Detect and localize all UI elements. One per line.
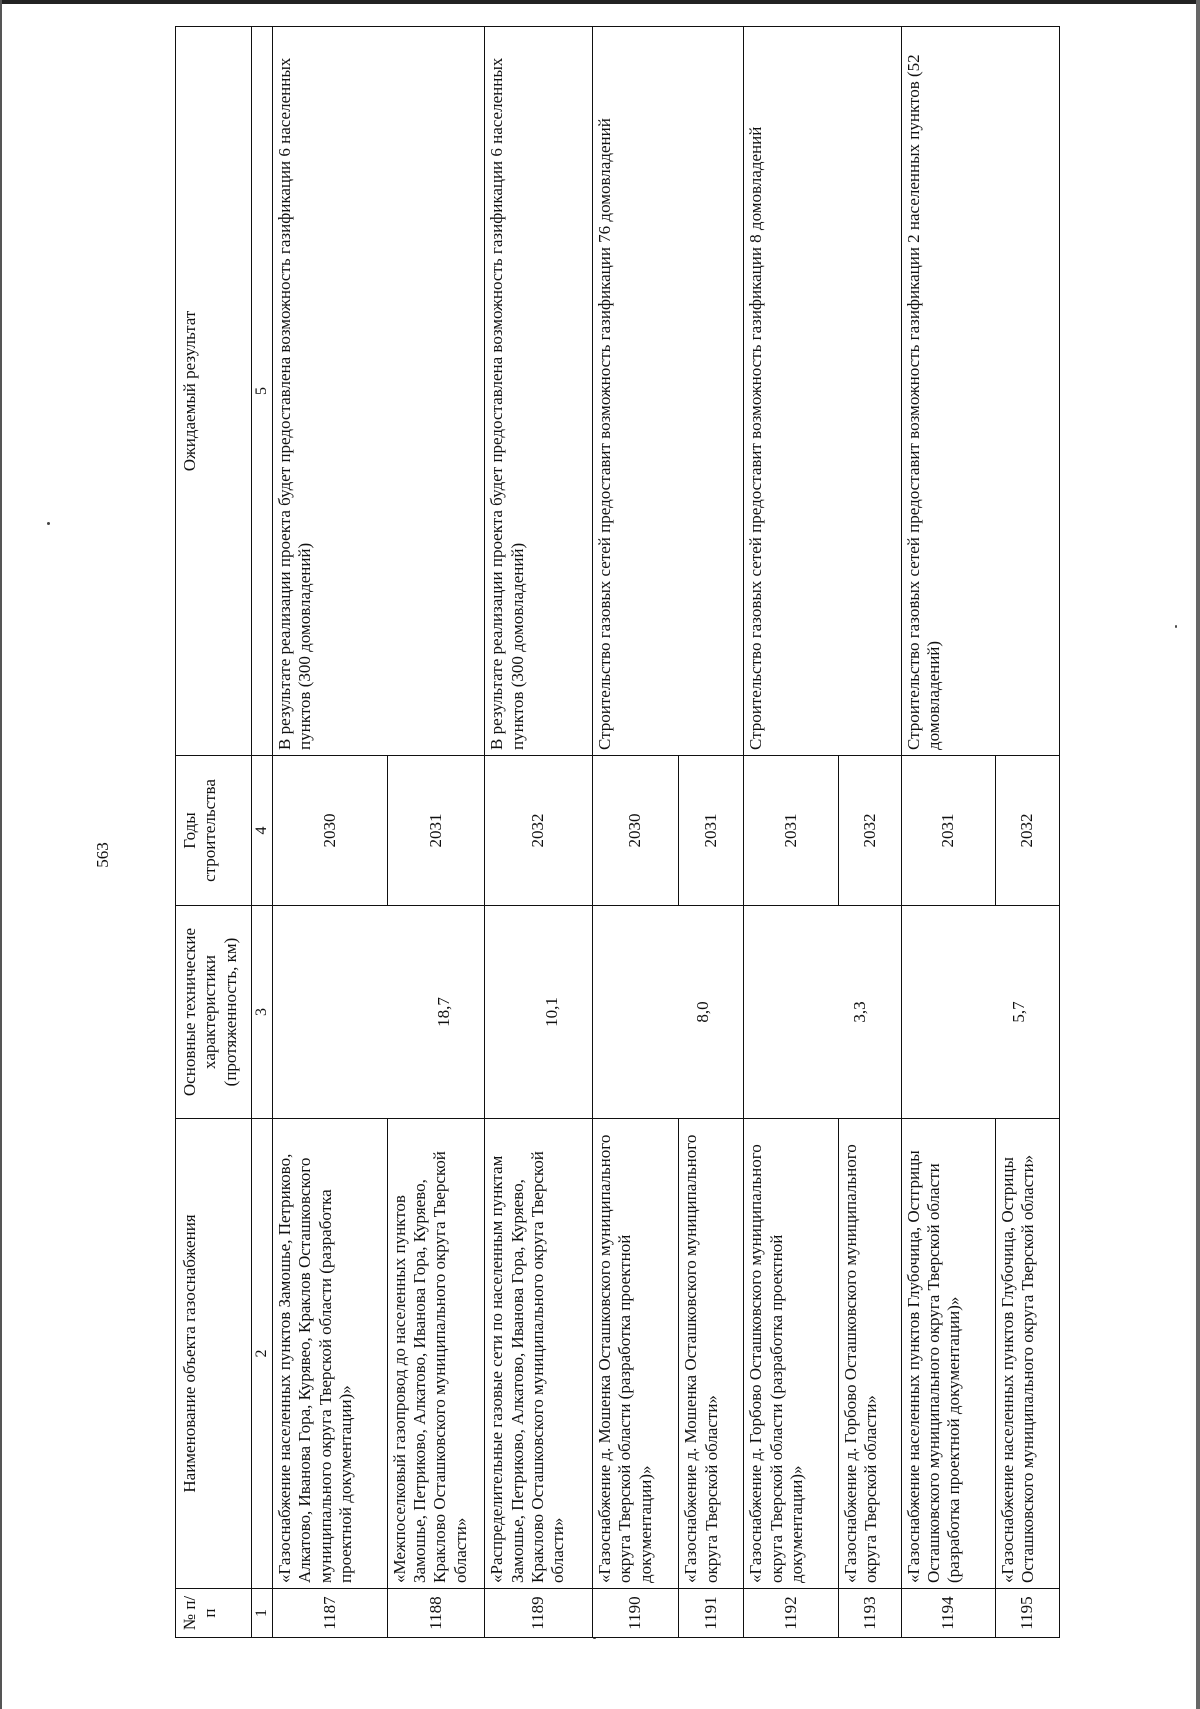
row-number: 1187 [273, 1589, 388, 1638]
rotated-table-frame [175, 27, 1060, 1638]
scan-edge-left [0, 0, 2, 1709]
construction-year: 2030 [592, 756, 678, 906]
object-length: 8,0 [592, 906, 744, 1119]
column-index-5: 5 [252, 27, 273, 756]
row-number: 1193 [838, 1589, 901, 1638]
table-row [273, 27, 388, 1638]
header-specs: Основные технические характеристики (протяженность, км) [176, 906, 252, 1119]
header-num: № п/п [176, 1589, 252, 1638]
table-row [592, 27, 678, 1638]
row-number: 1189 [485, 1589, 593, 1638]
scan-edge-right [1196, 0, 1200, 1709]
object-name: «Газоснабжение д. Мошенка Осташковского муниципального округа Тверской области (разработка проектной документации)» [592, 1119, 678, 1589]
scan-edge-top [0, 0, 1200, 4]
object-length: 10,1 [485, 906, 593, 1119]
gas-supply-table [175, 26, 1060, 1638]
expected-result: В результате реализации проекта будет предоставлена возможность газификации 6 населенных пунктов (300 домовладений) [273, 27, 485, 756]
row-number: 1188 [387, 1589, 485, 1638]
object-name: «Газоснабжение д. Мошенка Осташковского муниципального округа Тверской области» [679, 1119, 744, 1589]
construction-year: 2031 [901, 756, 995, 906]
construction-year: 2031 [744, 756, 838, 906]
table-row [485, 27, 593, 1638]
header-name: Наименование объекта газоснабжения [176, 1119, 252, 1589]
header-years: Годы строительства [176, 756, 252, 906]
row-number: 1195 [995, 1589, 1059, 1638]
column-index-row [252, 27, 273, 1638]
construction-year: 2032 [995, 756, 1059, 906]
construction-year: 2030 [273, 756, 388, 906]
column-index-1: 1 [252, 1589, 273, 1638]
column-index-2: 2 [252, 1119, 273, 1589]
object-name: «Газоснабжение населенных пунктов Глубочица, Остгрицы Осташковского муниципального округа Тверской области (разработка проектной документации)» [901, 1119, 995, 1589]
row-number: 1191 [679, 1589, 744, 1638]
expected-result: Строительство газовых сетей предоставит возможность газификации 76 домовладений [592, 27, 744, 756]
column-index-4: 4 [252, 756, 273, 906]
expected-result: В результате реализации проекта будет предоставлена возможность газификации 6 населенных пунктов (300 домовладений) [485, 27, 593, 756]
construction-year: 2032 [485, 756, 593, 906]
construction-year: 2032 [838, 756, 901, 906]
object-name: «Газоснабжение д. Горбово Осташковского муниципального округа Тверской области (разработка проектной документации)» [744, 1119, 838, 1589]
construction-year: 2031 [679, 756, 744, 906]
page-number: 563 [93, 842, 112, 868]
object-name: «Межпоселковый газопровод до населенных пунктов Замошье, Петриково, Алкатово, Иванова Гора, Куряево, Краклово Осташковского муниципального округа Тверской области» [387, 1119, 485, 1589]
expected-result: Строительство газовых сетей предоставит возможность газификации 8 домовладений [744, 27, 901, 756]
table-row [901, 27, 995, 1638]
expected-result: Строительство газовых сетей предоставит возможность газификации 2 населенных пунктов (52 домовладений) [901, 27, 1059, 756]
object-name: «Распределительные газовые сети по населенным пунктам Замошье, Петриково, Алкатово, Иванова Гора, Куряево, Краклово Осташковского муниципального округа Тверской области» [485, 1119, 593, 1589]
object-name: «Газоснабжение населенных пунктов Глубочица, Острицы Осташковского муниципального округа Тверской области» [995, 1119, 1059, 1589]
row-number: 1194 [901, 1589, 995, 1638]
header-result: Ожидаемый результат [176, 27, 252, 756]
object-name: «Газоснабжение д. Горбово Осташковского муниципального округа Тверской области» [838, 1119, 901, 1589]
object-length: 5,7 [901, 906, 1059, 1119]
object-name: «Газоснабжение населенных пунктов Замошье, Петриково, Алкатово, Иванова Гора, Курявео, Краклов Осташковского муниципального округа Тверской области (разработка проектной документации)» [273, 1119, 388, 1589]
object-length: 3,3 [744, 906, 901, 1119]
row-number: 1190 [592, 1589, 678, 1638]
object-length: 18,7 [273, 906, 485, 1119]
construction-year: 2031 [387, 756, 485, 906]
table-row [744, 27, 838, 1638]
row-number: 1192 [744, 1589, 838, 1638]
column-index-3: 3 [252, 906, 273, 1119]
